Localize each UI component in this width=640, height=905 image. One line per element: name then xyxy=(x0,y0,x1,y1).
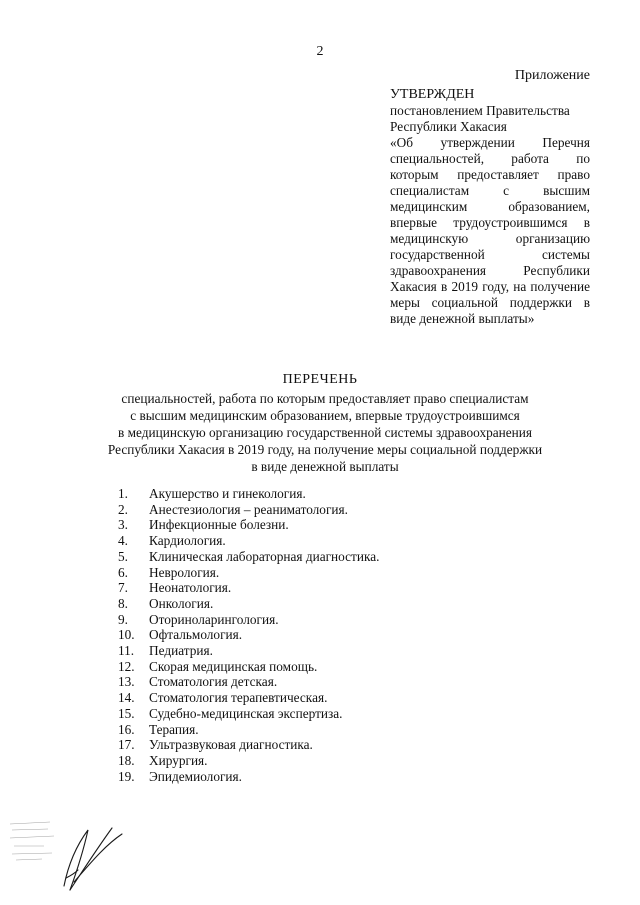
item-number: 18. xyxy=(118,752,135,768)
document-subheading xyxy=(90,390,560,475)
item-name: Онкология. xyxy=(149,595,214,611)
subheading-line: Республики Хакасия в 2019 году, на получение меры социальной поддержки xyxy=(107,442,543,457)
item-number: 6. xyxy=(118,564,128,580)
approval-line-2: Республики Хакасия xyxy=(390,119,507,134)
list-item xyxy=(118,549,379,565)
list-item xyxy=(118,690,379,706)
item-name: Анестезиология – реаниматология. xyxy=(149,501,348,517)
item-name: Офтальмология. xyxy=(149,627,243,643)
item-name: Инфекционные болезни. xyxy=(149,517,289,533)
item-number: 10. xyxy=(118,627,135,643)
specialties-list xyxy=(118,486,379,784)
item-number: 15. xyxy=(118,705,135,721)
item-name: Оториноларингология. xyxy=(149,611,279,627)
approval-title: УТВЕРЖДЕН xyxy=(390,87,475,102)
list-item xyxy=(118,737,379,753)
list-item xyxy=(118,769,379,785)
item-number: 9. xyxy=(118,611,128,627)
item-name: Скорая медицинская помощь. xyxy=(149,658,318,674)
item-name: Эпидемиология. xyxy=(149,768,242,784)
list-item xyxy=(118,659,379,675)
item-number: 2. xyxy=(118,501,128,517)
list-item xyxy=(118,533,379,549)
resolution-name: «Об утверждении Перечня специальностей, работа по которым предоставляет право специалистам с высшим медицинским образованием, впервые трудоустроившимся в медицинскую организацию государственной системы здравоохранения Республики Хакасия в 2019 году, на получение меры социальной поддержки в виде денежной выплаты» xyxy=(390,135,590,326)
list-item xyxy=(118,580,379,596)
item-number: 4. xyxy=(118,533,128,549)
approval-block xyxy=(390,87,590,327)
item-number: 7. xyxy=(118,580,128,596)
item-number: 13. xyxy=(118,674,135,690)
item-number: 11. xyxy=(118,643,135,659)
item-name: Кардиология. xyxy=(149,533,226,549)
page-number: 2 xyxy=(316,44,324,59)
list-item xyxy=(118,753,379,769)
item-name: Хирургия. xyxy=(149,752,208,768)
list-item xyxy=(118,722,379,738)
item-name: Клиническая лабораторная диагностика. xyxy=(149,548,380,564)
list-item xyxy=(118,674,379,690)
list-item xyxy=(118,517,379,533)
item-number: 17. xyxy=(118,737,135,753)
item-name: Неонатология. xyxy=(149,580,232,596)
list-item xyxy=(118,565,379,581)
subheading-line: в медицинскую организацию государственной системы здравоохранения xyxy=(117,425,533,440)
signature-image xyxy=(4,816,144,896)
list-item xyxy=(118,502,379,518)
item-name: Педиатрия. xyxy=(149,643,213,659)
list-item xyxy=(118,596,379,612)
appendix-label: Приложение xyxy=(514,68,590,83)
item-number: 16. xyxy=(118,721,135,737)
item-number: 8. xyxy=(118,595,128,611)
subheading-line: в виде денежной выплаты xyxy=(251,459,399,474)
document-heading: ПЕРЕЧЕНЬ xyxy=(282,372,358,387)
subheading-line: с высшим медицинским образованием, впервые трудоустроившимся xyxy=(130,408,520,423)
item-number: 1. xyxy=(118,486,128,501)
subheading-line: специальностей, работа по которым предоставляет право специалистам xyxy=(121,391,529,406)
item-name: Стоматология детская. xyxy=(149,674,278,690)
item-name: Судебно-медицинская экспертиза. xyxy=(149,705,343,721)
item-number: 3. xyxy=(118,517,128,533)
list-item xyxy=(118,706,379,722)
item-number: 14. xyxy=(118,690,135,706)
item-name: Ультразвуковая диагностика. xyxy=(149,737,313,753)
list-item xyxy=(118,627,379,643)
item-number: 5. xyxy=(118,548,128,564)
list-item xyxy=(118,486,379,502)
approval-line-1: постановлением Правительства xyxy=(390,103,570,118)
item-name: Неврология. xyxy=(149,564,220,580)
list-item xyxy=(118,643,379,659)
item-name: Стоматология терапевтическая. xyxy=(149,690,328,706)
list-item xyxy=(118,612,379,628)
item-number: 19. xyxy=(118,768,135,784)
item-name: Терапия. xyxy=(149,721,199,737)
item-number: 12. xyxy=(118,658,135,674)
item-name: Акушерство и гинекология. xyxy=(149,486,306,501)
